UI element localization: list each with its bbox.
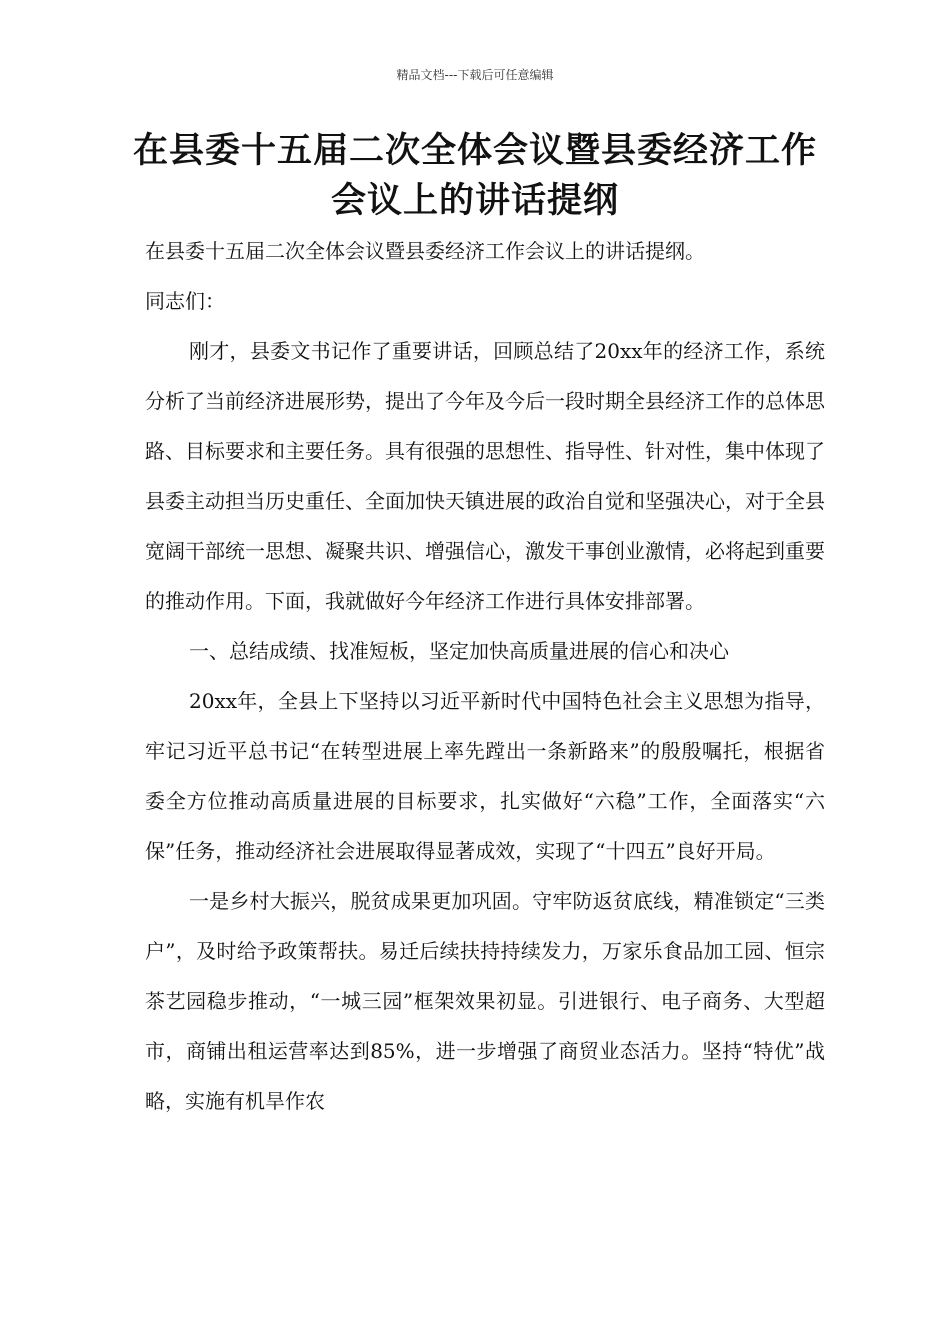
paragraph-intro: 刚才，县委文书记作了重要讲话，回顾总结了20xx年的经济工作，系统分析了当前经济进展形势，提出了今年及今后一段时期全县经济工作的总体思路、目标要求和主要任务。具有很强的思想性、指导性、针对性，集中体现了县委主动担当历史重任、全面加快天镇进展的政治自觉和坚强决心，对于全县宽阔干部统一思想、凝聚共识、增强信心，激发干事创业激情，必将起到重要的推动作用。下面，我就做好今年经济工作进行具体安排部署。 — [145, 339, 825, 613]
section-heading-1: 一、总结成绩、找准短板，坚定加快高质量进展的信心和决心 — [189, 639, 729, 663]
salutation: 同志们： — [145, 289, 225, 313]
document-body — [145, 226, 825, 1126]
summary-line: 在县委十五届二次全体会议暨县委经济工作会议上的讲话提纲。 — [145, 239, 705, 263]
paragraph-rural-revitalization: 一是乡村大振兴，脱贫成果更加巩固。守牢防返贫底线，精准锁定“三类户”，及时给予政策帮扶。易迁后续扶持持续发力，万家乐食品加工园、恒宗茶艺园稳步推动，“一城三园”框架效果初显。引进银行、电子商务、大型超市，商铺出租运营率达到85%，进一步增强了商贸业态活力。坚持“特优”战略，实施有机旱作农 — [145, 889, 825, 1113]
header-note: 精品文档---下载后可任意编辑 — [396, 68, 554, 82]
document-title: 在县委十五届二次全体会议暨县委经济工作会议上的讲话提纲 — [132, 131, 817, 221]
paragraph-2021-summary: 20xx年，全县上下坚持以习近平新时代中国特色社会主义思想为指导，牢记习近平总书记“在转型进展上率先蹚出一条新路来”的殷殷嘱托，根据省委全方位推动高质量进展的目标要求，扎实做好“六稳”工作，全面落实“六保”任务，推动经济社会进展取得显著成效，实现了“十四五”良好开局。 — [145, 689, 825, 863]
